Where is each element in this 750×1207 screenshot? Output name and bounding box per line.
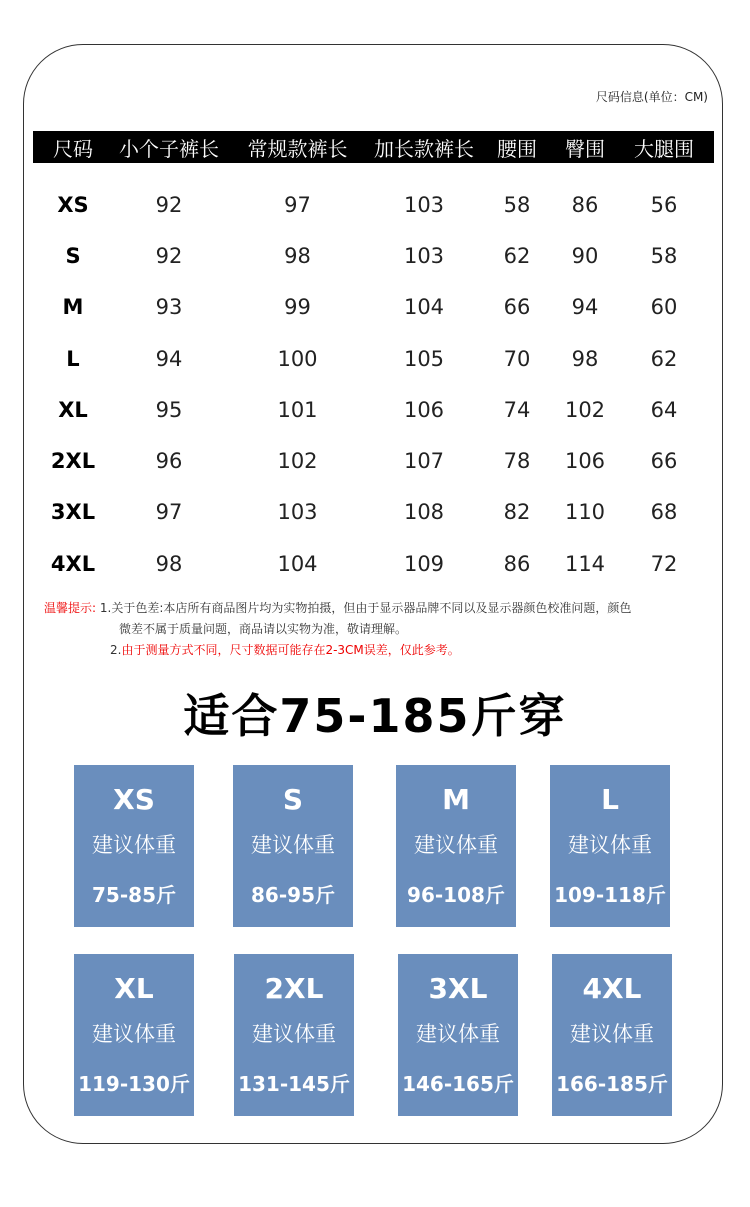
cell: 86 (503, 551, 531, 576)
cell: 103 (277, 500, 318, 525)
weight-size: XS (113, 783, 155, 816)
weight-range: 75-85斤 (92, 883, 176, 907)
weight-range: 131-145斤 (238, 1072, 350, 1096)
cell: 62 (650, 346, 678, 371)
table-row (33, 384, 714, 435)
cell: 102 (277, 449, 318, 474)
cell: 104 (403, 295, 445, 320)
cell: 97 (284, 192, 311, 217)
weight-box-s (233, 765, 353, 927)
cell: 110 (564, 500, 606, 525)
cell: 106 (403, 397, 445, 422)
weight-range: 146-165斤 (402, 1072, 514, 1096)
table-row (33, 333, 714, 384)
cell: 96 (155, 449, 183, 474)
cell: 72 (650, 551, 678, 576)
weight-label: 建议体重 (414, 833, 498, 857)
cell: 98 (284, 243, 311, 268)
weight-range: 86-95斤 (251, 883, 335, 907)
cell: 94 (155, 346, 183, 371)
weight-size: S (282, 783, 304, 816)
cell: 99 (284, 295, 311, 320)
header-hip: 臀围 (556, 131, 614, 163)
weight-box-xl (74, 954, 194, 1116)
cell: 104 (277, 551, 318, 576)
cell: 103 (403, 192, 445, 217)
table-row (33, 230, 714, 281)
weight-size: L (601, 783, 619, 816)
cell: 114 (564, 551, 606, 576)
header-petite-length: 小个子裤长 (113, 131, 225, 163)
cell: 58 (503, 192, 531, 217)
weight-box-4xl (552, 954, 672, 1116)
header-thigh: 大腿围 (614, 131, 714, 163)
tips-section (44, 598, 714, 661)
cell: 92 (155, 243, 183, 268)
weight-label: 建议体重 (252, 1022, 336, 1046)
cell: 56 (650, 192, 678, 217)
cell: 68 (650, 500, 678, 525)
size-cell: 3XL (50, 500, 96, 525)
table-row (33, 163, 714, 230)
weight-box-l (550, 765, 670, 927)
size-cell: XL (58, 397, 88, 422)
size-cell: 2XL (50, 449, 96, 474)
tip-text-3: 2.由于测量方式不同，尺寸数据可能存在2-3CM误差，仅此参考。 (110, 643, 460, 657)
weight-label: 建议体重 (251, 833, 335, 857)
weight-size: M (442, 783, 470, 816)
header-size: 尺码 (33, 131, 113, 163)
weight-range: 96-108斤 (407, 883, 505, 907)
size-cell: L (66, 346, 80, 371)
tip-text-2: 微差不属于质量问题，商品请以实物为准，敬请理解。 (119, 622, 408, 636)
cell: 66 (650, 449, 678, 474)
weight-grid (74, 765, 674, 1117)
cell: 106 (564, 449, 606, 474)
cell: 101 (277, 397, 318, 422)
weight-box-m (396, 765, 516, 927)
tip-text-1: 1.关于色差:本店所有商品图片均为实物拍摄，但由于显示器品牌不同以及显示器颜色校准问题，颜色 (99, 601, 632, 615)
cell: 93 (155, 295, 183, 320)
cell: 95 (155, 397, 183, 422)
cell: 97 (155, 500, 183, 525)
cell: 86 (571, 192, 599, 217)
cell: 100 (277, 346, 318, 371)
cell: 105 (403, 346, 445, 371)
tip-label: 温馨提示: (44, 601, 97, 615)
cell: 66 (503, 295, 531, 320)
weight-label: 建议体重 (92, 1022, 176, 1046)
size-cell: M (62, 295, 84, 320)
cell: 82 (503, 500, 531, 525)
weight-box-xs (74, 765, 194, 927)
table-header-row (33, 131, 714, 163)
cell: 58 (650, 243, 678, 268)
cell: 102 (564, 397, 606, 422)
weight-range: 166-185斤 (556, 1072, 668, 1096)
weight-box-3xl (398, 954, 518, 1116)
cell: 107 (403, 449, 445, 474)
tip-line-1 (44, 598, 714, 619)
cell: 92 (155, 192, 183, 217)
table-row (33, 538, 714, 589)
cell: 60 (650, 295, 678, 320)
cell: 108 (403, 500, 445, 525)
cell: 103 (403, 243, 445, 268)
header-regular-length: 常规款裤长 (225, 131, 370, 163)
weight-box-2xl (234, 954, 354, 1116)
cell: 98 (571, 346, 599, 371)
weight-range: 119-130斤 (78, 1072, 190, 1096)
weight-size: 3XL (428, 972, 488, 1005)
header-waist: 腰围 (478, 131, 556, 163)
header-long-length: 加长款裤长 (370, 131, 478, 163)
tip-line-3 (44, 640, 714, 661)
cell: 98 (155, 551, 183, 576)
weight-label: 建议体重 (416, 1022, 500, 1046)
weight-size: XL (114, 972, 154, 1005)
weight-label: 建议体重 (92, 833, 176, 857)
cell: 94 (571, 295, 599, 320)
size-cell: XS (57, 192, 89, 217)
size-table (33, 131, 714, 589)
unit-note: 尺码信息(单位：CM) (595, 90, 708, 104)
size-cell: S (65, 243, 81, 268)
weight-label: 建议体重 (570, 1022, 654, 1046)
cell: 109 (403, 551, 445, 576)
cell: 74 (503, 397, 531, 422)
cell: 64 (650, 397, 678, 422)
table-row (33, 282, 714, 333)
weight-size: 4XL (582, 972, 642, 1005)
weight-range-title: 适合75-185斤穿 (183, 689, 567, 743)
cell: 90 (571, 243, 599, 268)
weight-range: 109-118斤 (554, 883, 666, 907)
table-row (33, 487, 714, 538)
cell: 62 (503, 243, 531, 268)
weight-size: 2XL (264, 972, 324, 1005)
size-cell: 4XL (50, 551, 96, 576)
weight-label: 建议体重 (568, 833, 652, 857)
cell: 70 (503, 346, 531, 371)
cell: 78 (503, 449, 531, 474)
table-row (33, 435, 714, 486)
